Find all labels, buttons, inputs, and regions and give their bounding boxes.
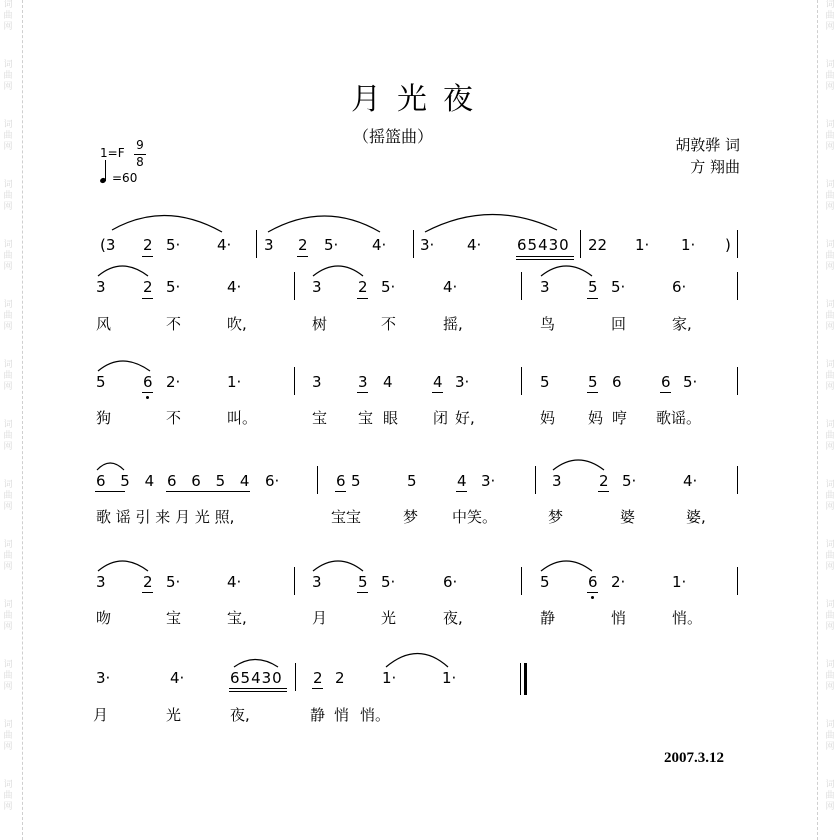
watermark-char: 曲 — [825, 371, 835, 381]
watermark-char: 网 — [825, 142, 835, 152]
lyric: 树 — [312, 315, 328, 333]
watermark-char: 网 — [3, 262, 13, 272]
lyric: 宝, — [227, 609, 247, 627]
note: 5· — [381, 573, 396, 591]
note: 3 — [552, 472, 562, 490]
slur — [313, 561, 363, 571]
watermark-char: 网 — [3, 322, 13, 332]
watermark-char: 词 — [825, 540, 835, 550]
note: 5 — [407, 472, 417, 490]
note: 2 — [143, 278, 153, 296]
note: 4· — [227, 278, 242, 296]
lyric: 闭 — [433, 409, 449, 427]
watermark-char: 曲 — [825, 311, 835, 321]
slur — [541, 561, 592, 571]
watermark-char: 网 — [3, 202, 13, 212]
note: 6 — [588, 573, 598, 591]
slur — [234, 660, 278, 668]
note: 6· — [265, 472, 280, 490]
watermark-char: 曲 — [825, 71, 835, 81]
note: 5· — [611, 278, 626, 296]
tempo-marking: =60 — [112, 171, 138, 185]
note: (3 — [100, 236, 116, 254]
lyric: 中笑。 — [452, 508, 498, 526]
note: 2 — [599, 472, 609, 490]
note: 2· — [611, 573, 626, 591]
watermark-char: 词 — [3, 300, 13, 310]
lyric: 叫。 — [227, 409, 258, 427]
lyric: 梦 — [548, 508, 564, 526]
watermark-char: 曲 — [3, 131, 13, 141]
watermark-char: 曲 — [3, 731, 13, 741]
note: 5 — [540, 573, 550, 591]
note: 4· — [217, 236, 232, 254]
lyric: 宝宝 — [331, 508, 362, 526]
watermark-char: 词 — [3, 360, 13, 370]
note-group: 65430 — [517, 236, 570, 254]
watermark-char: 曲 — [3, 191, 13, 201]
note: 1· — [227, 373, 242, 391]
time-signature-top: 9 — [136, 138, 144, 152]
slur — [386, 654, 448, 668]
watermark-char: 曲 — [3, 311, 13, 321]
note: 6· — [672, 278, 687, 296]
lyric: 宝 — [166, 609, 182, 627]
lyric: 悄 — [611, 609, 627, 627]
note: 5 — [351, 472, 361, 490]
note: 3 — [540, 278, 550, 296]
slur — [313, 266, 363, 276]
watermark-char: 曲 — [825, 131, 835, 141]
watermark-char: 网 — [825, 22, 835, 32]
note: 5 — [358, 573, 368, 591]
note: 1· — [635, 236, 650, 254]
watermark-char: 词 — [825, 240, 835, 250]
watermark-char: 网 — [3, 502, 13, 512]
slur — [541, 266, 592, 276]
watermark-char: 曲 — [3, 71, 13, 81]
lyric: 好, — [455, 409, 475, 427]
lyric: 妈 — [588, 409, 604, 427]
watermark-char: 网 — [825, 562, 835, 572]
composer-credit: 方 翔曲 — [690, 158, 740, 176]
lyric: 静 — [310, 706, 326, 724]
watermark-char: 词 — [3, 240, 13, 250]
watermark-char: 网 — [3, 382, 13, 392]
watermark-char: 词 — [3, 0, 13, 10]
watermark-char: 词 — [3, 780, 13, 790]
watermark-char: 曲 — [825, 551, 835, 561]
watermark-char: 曲 — [825, 251, 835, 261]
watermark-char: 曲 — [3, 491, 13, 501]
watermark-char: 曲 — [825, 191, 835, 201]
note: 3 — [312, 373, 322, 391]
note: 1· — [382, 669, 397, 687]
watermark-char: 词 — [825, 300, 835, 310]
lyric: 家, — [672, 315, 692, 333]
lyric: 不 — [381, 315, 397, 333]
lyric: 月 — [312, 609, 328, 627]
watermark-char: 词 — [825, 180, 835, 190]
watermark-char: 网 — [825, 442, 835, 452]
watermark-char: 曲 — [825, 491, 835, 501]
note: 4· — [170, 669, 185, 687]
watermark-char: 曲 — [825, 611, 835, 621]
note: 5· — [166, 278, 181, 296]
watermark-char: 网 — [3, 682, 13, 692]
lyric: 歌 谣 引 来 月 光 照, — [96, 508, 235, 526]
note: 3 — [312, 573, 322, 591]
key-signature: 1=F — [100, 146, 125, 160]
note: ) — [725, 236, 731, 254]
watermark-char: 网 — [825, 502, 835, 512]
lyric: 夜, — [443, 609, 463, 627]
watermark-char: 词 — [3, 420, 13, 430]
note: 5· — [166, 573, 181, 591]
lyricist-credit: 胡敦骅 词 — [675, 136, 740, 154]
lyric: 吹, — [227, 315, 247, 333]
time-signature-bottom: 8 — [136, 155, 144, 169]
note: 6 — [661, 373, 671, 391]
song-title: 月光夜 — [351, 82, 489, 117]
note-group: 6 6 5 4 — [167, 472, 255, 490]
watermark-char: 词 — [825, 480, 835, 490]
lyric: 摇, — [443, 315, 463, 333]
note: 1· — [672, 573, 687, 591]
watermark-char: 曲 — [825, 791, 835, 801]
watermark-char: 词 — [825, 360, 835, 370]
lyric: 眼 — [383, 409, 399, 427]
watermark-char: 曲 — [825, 731, 835, 741]
note-group: 65430 — [230, 669, 283, 687]
watermark-char: 词 — [825, 420, 835, 430]
lyric: 哼 — [612, 409, 628, 427]
watermark-char: 曲 — [3, 671, 13, 681]
watermark-char: 网 — [825, 322, 835, 332]
watermark-char: 词 — [825, 60, 835, 70]
watermark-char: 曲 — [3, 791, 13, 801]
note: 3 — [96, 573, 106, 591]
note: 4· — [443, 278, 458, 296]
note: 4· — [467, 236, 482, 254]
lyric: 吻 — [96, 609, 112, 627]
lyric: 歌谣。 — [656, 409, 702, 427]
watermark-char: 词 — [3, 660, 13, 670]
lyric: 婆 — [620, 508, 636, 526]
lyric: 悄 — [334, 706, 350, 724]
lyric: 宝 — [312, 409, 328, 427]
note: 3 — [358, 373, 368, 391]
note: 2 — [313, 669, 323, 687]
watermark-char: 曲 — [3, 431, 13, 441]
watermark-char: 网 — [3, 142, 13, 152]
note: 3 — [96, 278, 106, 296]
note: 4· — [683, 472, 698, 490]
lyric: 悄。 — [360, 706, 391, 724]
note: 5 — [96, 373, 106, 391]
watermark-char: 网 — [3, 622, 13, 632]
watermark-char: 网 — [825, 202, 835, 212]
note: 2 — [335, 669, 345, 687]
watermark-char: 词 — [3, 540, 13, 550]
watermark-char: 词 — [825, 660, 835, 670]
watermark-char: 网 — [3, 742, 13, 752]
watermark-char: 曲 — [3, 371, 13, 381]
note: 5· — [381, 278, 396, 296]
watermark-char: 词 — [825, 780, 835, 790]
watermark-char: 词 — [825, 120, 835, 130]
note: 5 — [588, 278, 598, 296]
note: 2· — [166, 373, 181, 391]
watermark-char: 网 — [3, 82, 13, 92]
watermark-char: 网 — [825, 802, 835, 812]
lyric: 静 — [540, 609, 556, 627]
slur — [98, 361, 150, 371]
lyric: 光 — [166, 706, 182, 724]
note: 5· — [324, 236, 339, 254]
watermark-char: 网 — [3, 442, 13, 452]
note-group: 6 5 4 — [96, 472, 160, 490]
note: 3 — [264, 236, 274, 254]
note: 6· — [443, 573, 458, 591]
watermark-char: 曲 — [3, 551, 13, 561]
slur — [425, 214, 557, 232]
lyric: 回 — [611, 315, 627, 333]
watermark-char: 网 — [825, 742, 835, 752]
note: 5· — [683, 373, 698, 391]
lyric: 不 — [166, 409, 182, 427]
slur — [97, 463, 124, 470]
lyric: 光 — [381, 609, 397, 627]
note: 22 — [588, 236, 608, 254]
note: 3· — [96, 669, 111, 687]
lyric: 风 — [96, 315, 112, 333]
watermark-char: 曲 — [3, 251, 13, 261]
lyric: 婆, — [686, 508, 706, 526]
note: 5 — [540, 373, 550, 391]
lyric: 夜, — [230, 706, 250, 724]
note: 6 — [336, 472, 346, 490]
watermark-char: 曲 — [3, 11, 13, 21]
watermark-char: 网 — [3, 802, 13, 812]
watermark-char: 网 — [825, 382, 835, 392]
note: 4· — [227, 573, 242, 591]
lyric: 鸟 — [540, 315, 556, 333]
note: 2 — [358, 278, 368, 296]
watermark-char: 网 — [825, 82, 835, 92]
note: 5· — [166, 236, 181, 254]
lyric: 狗 — [96, 409, 112, 427]
note: 4 — [383, 373, 393, 391]
note: 5 — [588, 373, 598, 391]
watermark-char: 词 — [3, 180, 13, 190]
composition-date: 2007.3.12 — [664, 750, 724, 766]
note: 3· — [481, 472, 496, 490]
lyric: 月 — [93, 706, 109, 724]
slur — [553, 460, 604, 470]
note: 3· — [455, 373, 470, 391]
note: 2 — [143, 573, 153, 591]
slur — [98, 561, 148, 571]
watermark-char: 词 — [825, 720, 835, 730]
watermark-char: 词 — [825, 0, 835, 10]
note: 1· — [681, 236, 696, 254]
lyric: 妈 — [540, 409, 556, 427]
note: 3 — [312, 278, 322, 296]
watermark-char: 词 — [825, 600, 835, 610]
note: 2 — [298, 236, 308, 254]
note: 2 — [143, 236, 153, 254]
slur — [112, 215, 222, 232]
watermark-char: 网 — [825, 262, 835, 272]
slur — [268, 216, 380, 232]
watermark-char: 网 — [825, 682, 835, 692]
note: 1· — [442, 669, 457, 687]
note: 4· — [372, 236, 387, 254]
lyric: 不 — [166, 315, 182, 333]
note: 5· — [622, 472, 637, 490]
watermark-char: 词 — [3, 480, 13, 490]
watermark-char: 网 — [825, 622, 835, 632]
note: 6 — [143, 373, 153, 391]
watermark-char: 曲 — [825, 11, 835, 21]
watermark-char: 曲 — [825, 431, 835, 441]
watermark-char: 网 — [3, 562, 13, 572]
lyric: 悄。 — [672, 609, 703, 627]
watermark-char: 词 — [3, 120, 13, 130]
note: 4 — [433, 373, 443, 391]
watermark-char: 网 — [3, 22, 13, 32]
watermark-char: 词 — [3, 600, 13, 610]
song-subtitle: （摇篮曲） — [352, 127, 433, 146]
lyric: 梦 — [403, 508, 419, 526]
watermark-char: 曲 — [3, 611, 13, 621]
watermark-char: 词 — [3, 60, 13, 70]
note: 4 — [457, 472, 467, 490]
lyric: 宝 — [358, 409, 374, 427]
note: 3· — [420, 236, 435, 254]
watermark-char: 词 — [3, 720, 13, 730]
note: 6 — [612, 373, 622, 391]
watermark-char: 曲 — [825, 671, 835, 681]
slur — [98, 266, 148, 276]
